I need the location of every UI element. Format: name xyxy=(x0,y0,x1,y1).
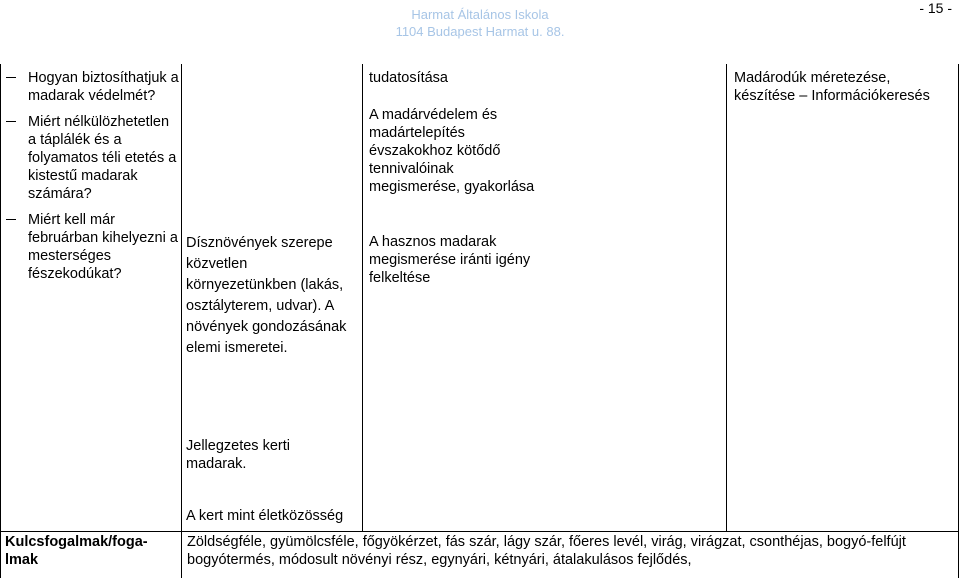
page-number: - 15 - xyxy=(919,0,952,16)
table-border-right xyxy=(958,64,959,578)
question-text: Hogyan biztosíthatjuk a madarak védelmét? xyxy=(28,70,179,104)
question-text: Miért nélkülözhetetlen a táplálék és a folyamatos téli etetés a kistestű madarak számára? xyxy=(28,114,177,202)
goal-awareness: tudatosítása xyxy=(369,70,448,86)
goal-bird-protection: A madárvédelem és madártelepítés évszakokhoz kötődő tennivalóinak megismerése, gyakorlása xyxy=(369,107,535,195)
column-divider-3 xyxy=(726,64,727,531)
column-divider-1 xyxy=(181,64,182,578)
question-text: Miért kell már februárban kihelyezni a mesterséges fészekodúkat? xyxy=(28,212,178,282)
list-item xyxy=(2,69,180,105)
list-item xyxy=(2,113,180,203)
topic-plants: Dísznövények szerepe közvetlen környezetünkben (lakás, osztályterem, udvar). A növények gondozásának elemi ismeretei. xyxy=(186,235,347,356)
dash-bullet-icon xyxy=(6,77,16,78)
topic-garden-birds: Jellegzetes kerti madarak. xyxy=(186,438,290,472)
dash-bullet-icon xyxy=(6,219,16,220)
school-address: 1104 Budapest Harmat u. 88. xyxy=(395,24,565,39)
dash-bullet-icon xyxy=(6,121,16,122)
table-border-left xyxy=(0,64,1,578)
question-list xyxy=(2,69,180,283)
activity-birdhouses: Madárodúk méretezése, készítése – Információkeresés xyxy=(734,70,930,104)
goal-useful-birds: A hasznos madarak megismerése iránti igény felkeltése xyxy=(369,234,531,286)
topic-garden-community: A kert mint életközösség xyxy=(186,508,344,524)
list-item xyxy=(2,211,180,283)
column-divider-2 xyxy=(362,64,363,531)
keywords-text: Zöldségféle, gyümölcsféle, főgyökérzet, fás szár, lágy szár, főeres levél, virág, virágzat, csonthéjas, bogyó-felfújt bogyótermés, módosult növényi rész, egynyári, kétnyári, átalakulásos fejlődés, xyxy=(187,534,906,568)
school-name: Harmat Általános Iskola xyxy=(411,7,549,22)
keywords-label: Kulcsfogalmak/foga-lmak xyxy=(5,534,148,568)
row-divider xyxy=(0,531,959,532)
